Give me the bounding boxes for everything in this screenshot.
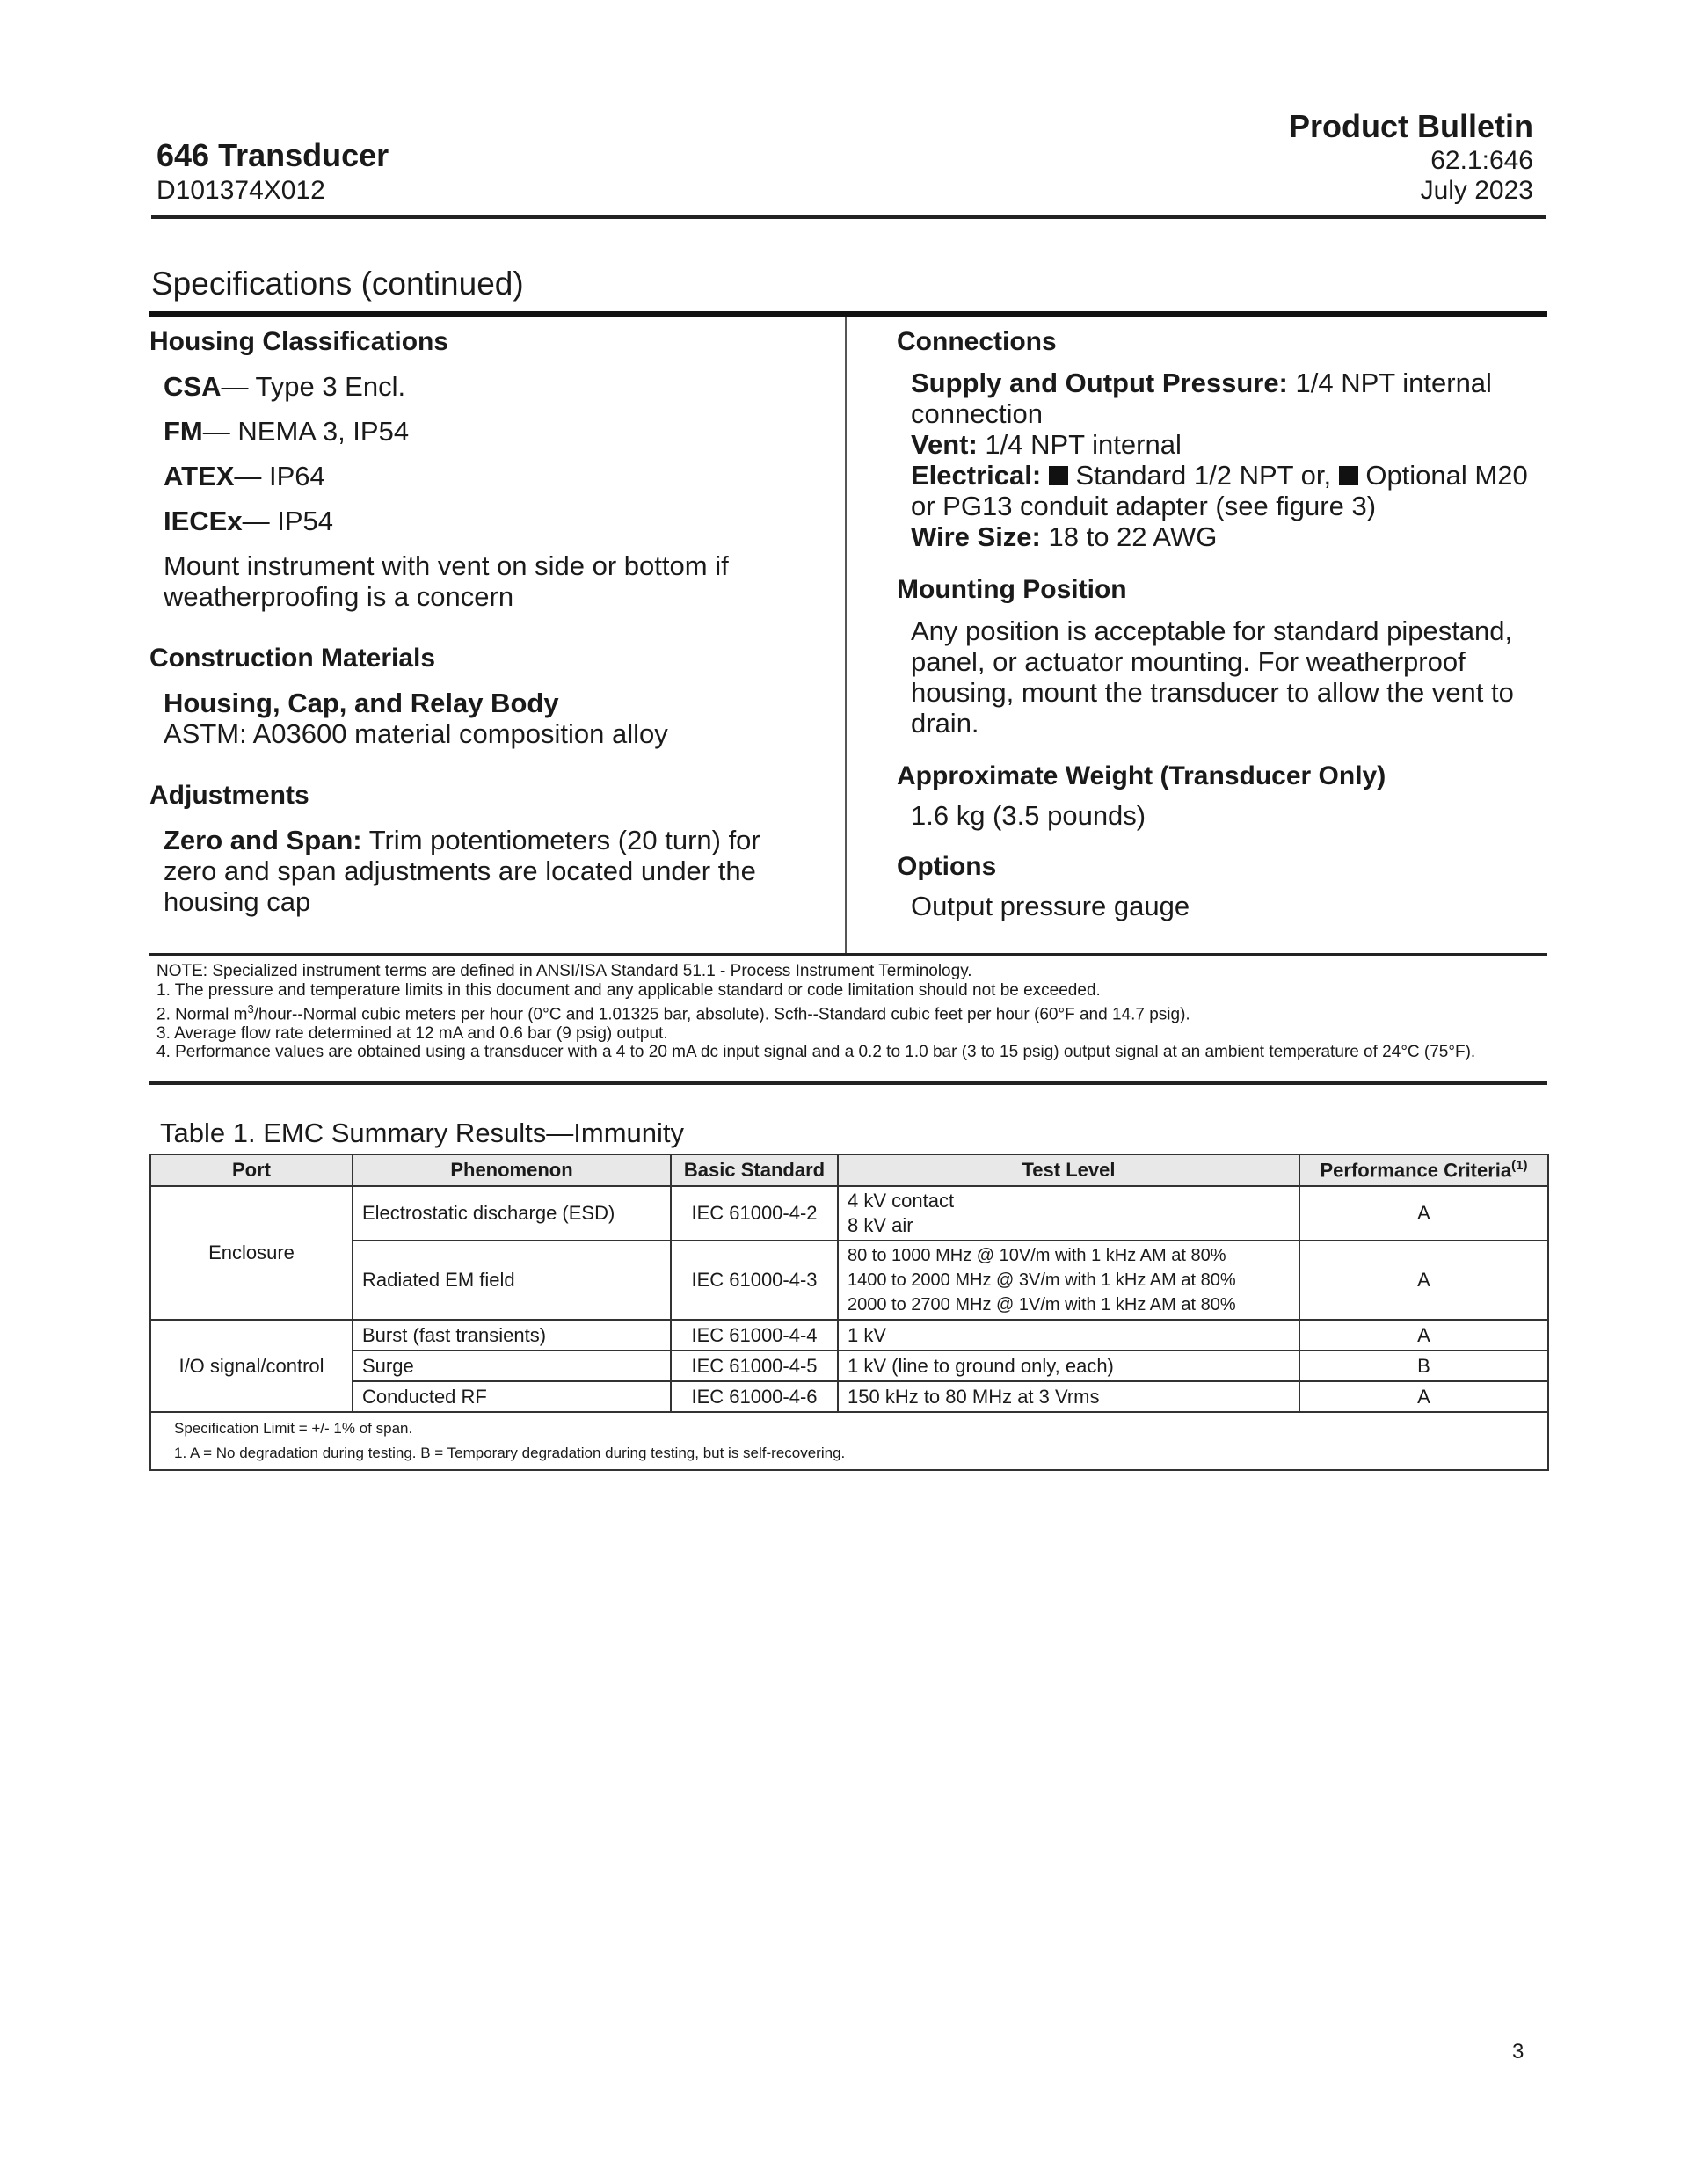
housing-note: Mount instrument with vent on side or bottom if weatherproofing is a concern bbox=[164, 550, 729, 612]
notes-divider-bottom bbox=[149, 1081, 1547, 1085]
wire-value: 18 to 22 AWG bbox=[1040, 521, 1218, 552]
atex-value: — IP64 bbox=[234, 461, 325, 491]
table-row bbox=[150, 1241, 1548, 1320]
port-io-signal-control: I/O signal/control bbox=[150, 1320, 353, 1412]
options-heading: Options bbox=[897, 852, 997, 881]
test-level-cell: 1 kV (line to ground only, each) bbox=[838, 1350, 1299, 1381]
test-level-cell: 150 kHz to 80 MHz at 3 Vrms bbox=[838, 1381, 1299, 1412]
section-divider bbox=[149, 311, 1547, 317]
mounting-value: Any position is acceptable for standard pipestand, panel, or actuator mounting. For weatherproof housing, mount the transducer to allow the vent to drain. bbox=[911, 615, 1514, 739]
header-right bbox=[1289, 107, 1533, 206]
weight-heading: Approximate Weight (Transducer Only) bbox=[897, 761, 1386, 790]
electrical-option-standard: Standard 1/2 NPT or, bbox=[1067, 460, 1339, 491]
adjustments-value: Trim potentiometers (20 turn) for zero and span adjustments are located under the housing cap bbox=[164, 825, 760, 917]
phenomenon-cell: Radiated EM field bbox=[353, 1241, 671, 1320]
port-enclosure: Enclosure bbox=[150, 1186, 353, 1320]
standard-cell: IEC 61000-4-2 bbox=[671, 1186, 838, 1241]
phenomenon-cell: Surge bbox=[353, 1350, 671, 1381]
table-header-row bbox=[150, 1154, 1548, 1186]
connections-supply bbox=[911, 368, 1547, 429]
table-title: Table 1. EMC Summary Results—Immunity bbox=[160, 1117, 685, 1148]
construction-body bbox=[149, 688, 818, 749]
test-level-cell: 4 kV contact 8 kV air bbox=[838, 1186, 1299, 1241]
vent-value: 1/4 NPT internal bbox=[977, 429, 1182, 460]
criteria-cell: A bbox=[1299, 1320, 1548, 1350]
connections-vent bbox=[911, 429, 1547, 460]
notes-divider-top bbox=[149, 953, 1547, 956]
phenomenon-cell: Burst (fast transients) bbox=[353, 1320, 671, 1350]
housing-iecex bbox=[149, 506, 818, 536]
footnote-spec-limit: Specification Limit = +/- 1% of span. bbox=[174, 1420, 413, 1437]
header-left bbox=[156, 136, 389, 207]
document-title: 646 Transducer bbox=[156, 137, 389, 173]
table-row bbox=[150, 1320, 1548, 1350]
table-row bbox=[150, 1186, 1548, 1241]
standard-cell: IEC 61000-4-5 bbox=[671, 1350, 838, 1381]
header-port: Port bbox=[150, 1154, 353, 1186]
note-general: NOTE: Specialized instrument terms are defined in ANSI/ISA Standard 51.1 - Process Instrument Terminology. bbox=[156, 962, 972, 980]
emc-table-wrapper bbox=[149, 1154, 1547, 1471]
checkbox-square-icon bbox=[1339, 466, 1358, 485]
bulletin-title: Product Bulletin bbox=[1289, 108, 1533, 144]
bulletin-date: July 2023 bbox=[1420, 176, 1533, 205]
fm-label: FM bbox=[164, 416, 203, 447]
note-3: 3. Average flow rate determined at 12 mA and 0.6 bar (9 psig) output. bbox=[156, 1023, 668, 1043]
checkbox-square-icon bbox=[1049, 466, 1068, 485]
connections-electrical bbox=[911, 460, 1547, 521]
fm-value: — NEMA 3, IP54 bbox=[202, 416, 410, 447]
supply-value: 1/4 NPT internal connection bbox=[911, 368, 1492, 429]
standard-cell: IEC 61000-4-6 bbox=[671, 1381, 838, 1412]
housing-csa bbox=[149, 371, 818, 402]
connections-body bbox=[897, 368, 1547, 552]
connections-wire bbox=[911, 521, 1547, 552]
header-test-level: Test Level bbox=[838, 1154, 1299, 1186]
iecex-label: IECEx bbox=[164, 506, 243, 536]
column-divider bbox=[845, 317, 847, 953]
table-footnote-row bbox=[150, 1412, 1548, 1470]
test-level-cell: 80 to 1000 MHz @ 10V/m with 1 kHz AM at 80% 1400 to 2000 MHz @ 3V/m with 1 kHz AM at 80% 2000 to 2700 MHz @ 1V/m with 1 kHz AM at 80% bbox=[838, 1241, 1299, 1320]
iecex-value: — IP54 bbox=[242, 506, 333, 536]
spec-column-left bbox=[149, 318, 818, 917]
spec-column-right bbox=[897, 318, 1547, 921]
note-4: 4. Performance values are obtained using a transducer with a 4 to 20 mA dc input signal and a 0.2 to 1.0 bar (3 to 15 psig) output signal at an ambient temperature of 24°C (75°F). bbox=[156, 1043, 1476, 1062]
supply-label: Supply and Output Pressure: bbox=[911, 368, 1288, 398]
note-2: 2. Normal $m^3/hour-$-Normal cubic meters per hour (0°C and 1.01325 bar, absolute). Scfh--Standard cubic feet per hour (60°F and 14.7 psig). bbox=[156, 1002, 1190, 1024]
criteria-cell: A bbox=[1299, 1241, 1548, 1320]
header-performance-criteria: Performance Criteria$^{(1)}$ bbox=[1299, 1154, 1548, 1186]
page-number: 3 bbox=[1512, 2040, 1524, 2064]
criteria-cell: B bbox=[1299, 1350, 1548, 1381]
test-level-cell: 1 kV bbox=[838, 1320, 1299, 1350]
weight-value: 1.6 kg (3.5 pounds) bbox=[911, 800, 1146, 831]
notes bbox=[156, 962, 1537, 1062]
atex-label: ATEX bbox=[164, 461, 235, 491]
criteria-cell: A bbox=[1299, 1381, 1548, 1412]
header-phenomenon: Phenomenon bbox=[353, 1154, 671, 1186]
csa-label: CSA bbox=[164, 371, 222, 402]
vent-label: Vent: bbox=[911, 429, 978, 460]
standard-cell: IEC 61000-4-4 bbox=[671, 1320, 838, 1350]
adjustments-heading: Adjustments bbox=[149, 781, 309, 810]
emc-table bbox=[149, 1154, 1549, 1471]
wire-label: Wire Size: bbox=[911, 521, 1041, 552]
bulletin-number: 62.1:646 bbox=[1430, 146, 1533, 175]
housing-atex bbox=[149, 461, 818, 491]
electrical-label: Electrical: bbox=[911, 460, 1042, 491]
connections-heading: Connections bbox=[897, 327, 1057, 356]
header-basic-standard: Basic Standard bbox=[671, 1154, 838, 1186]
note-1: 1. The pressure and temperature limits in this document and any applicable standard or code limitation should not be exceeded. bbox=[156, 980, 1101, 1000]
construction-label: Housing, Cap, and Relay Body bbox=[164, 688, 559, 718]
housing-heading: Housing Classifications bbox=[149, 327, 449, 356]
section-title: Specifications (continued) bbox=[151, 266, 524, 302]
table-row bbox=[150, 1381, 1548, 1412]
adjustments-label: Zero and Span: bbox=[164, 825, 362, 855]
mounting-heading: Mounting Position bbox=[897, 575, 1127, 604]
options-value: Output pressure gauge bbox=[911, 891, 1190, 921]
table-footnotes bbox=[150, 1412, 1548, 1470]
header-divider bbox=[151, 215, 1546, 219]
electrical-option-optional: Optional M20 or PG13 conduit adapter (see figure 3) bbox=[911, 460, 1528, 521]
footnote-criteria: 1. A = No degradation during testing. B = Temporary degradation during testing, but is self-recovering. bbox=[174, 1445, 846, 1461]
construction-value: ASTM: A03600 material composition alloy bbox=[164, 718, 668, 749]
criteria-cell: A bbox=[1299, 1186, 1548, 1241]
housing-fm bbox=[149, 416, 818, 447]
table-row bbox=[150, 1350, 1548, 1381]
phenomenon-cell: Conducted RF bbox=[353, 1381, 671, 1412]
csa-value: — Type 3 Encl. bbox=[221, 371, 406, 402]
adjustments-body bbox=[149, 825, 818, 917]
construction-heading: Construction Materials bbox=[149, 644, 436, 673]
standard-cell: IEC 61000-4-3 bbox=[671, 1241, 838, 1320]
phenomenon-cell: Electrostatic discharge (ESD) bbox=[353, 1186, 671, 1241]
document-number: D101374X012 bbox=[156, 176, 325, 205]
